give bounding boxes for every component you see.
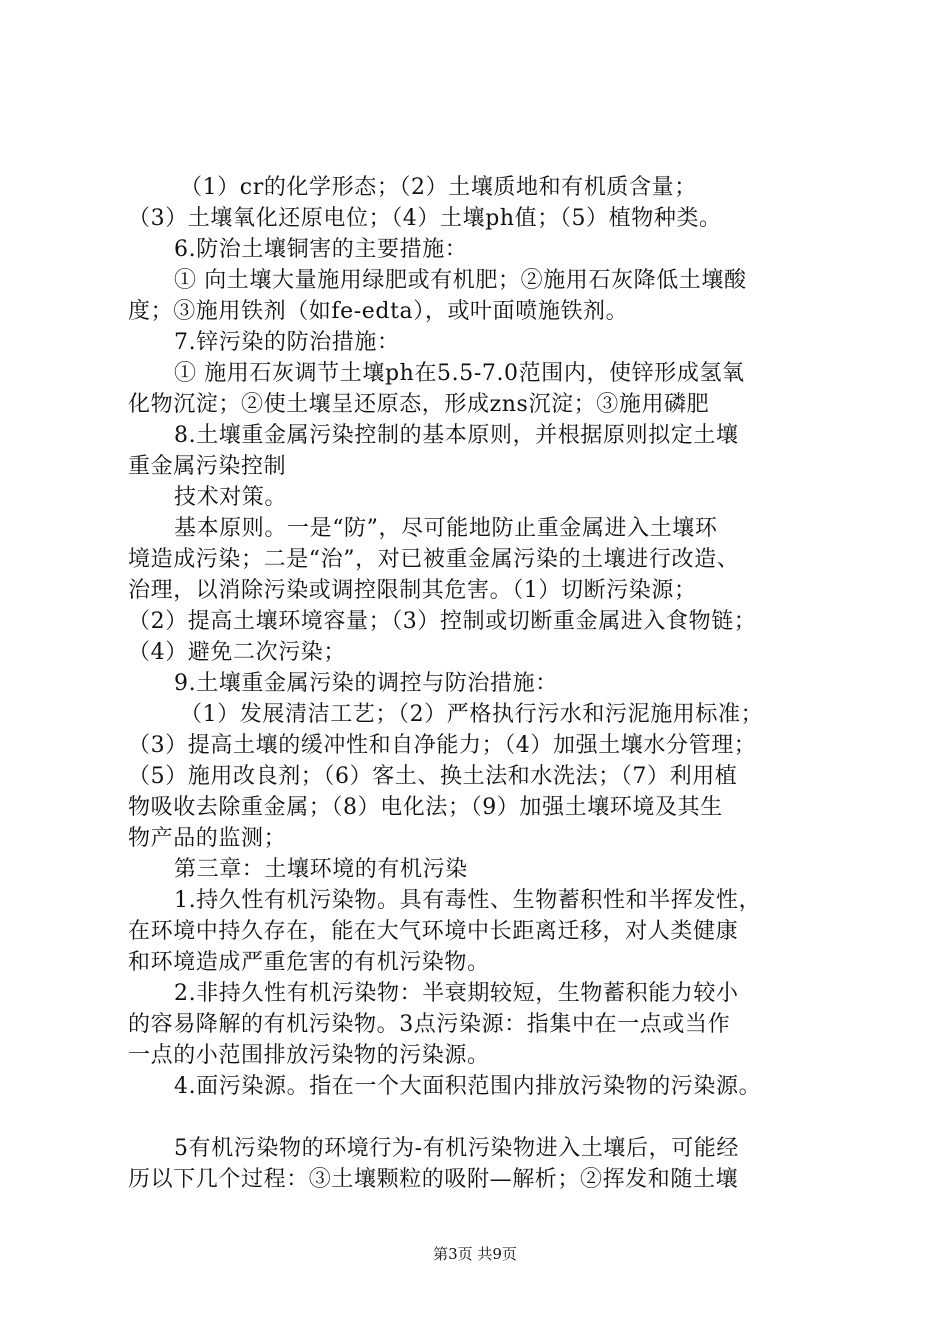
paragraph-gap	[128, 1102, 848, 1133]
text-line: 和环境造成严重危害的有机污染物。	[128, 950, 490, 975]
text-line: ① 向土壤大量施用绿肥或有机肥；②施用石灰降低土壤酸	[174, 268, 747, 293]
section-heading: 7.锌污染的防治措施：	[174, 330, 400, 355]
text-line: 度；③施用铁剂（如fe-edta），或叶面喷施铁剂。	[128, 299, 629, 324]
text-line: （5）施用改良剂；（6）客土、换土法和水洗法；（7）利用植	[128, 764, 738, 789]
text-line: 物产品的监测；	[128, 826, 287, 851]
page-number-label: 第3页 共9页	[433, 1245, 517, 1263]
text-line: 化物沉淀；②使土壤呈还原态，形成zns沉淀；③施用磷肥	[128, 392, 710, 417]
document-body	[128, 172, 848, 1195]
text-line: 历以下几个过程：③土壤颗粒的吸附—解析；②挥发和随土壤	[128, 1167, 739, 1192]
text-line: 的容易降解的有机污染物。3点污染源：指集中在一点或当作	[128, 1012, 731, 1037]
text-line: （3）土壤氧化还原电位；（4）土壤ph值；（5）植物种类。	[128, 206, 722, 231]
text-line: 5有机污染物的环境行为-有机污染物进入土壤后，可能经	[174, 1136, 740, 1161]
page-footer	[0, 1244, 950, 1264]
text-line: 治理，以消除污染或调控限制其危害。（1）切断污染源；	[128, 578, 697, 603]
section-heading: 8.土壤重金属污染控制的基本原则，并根据原则拟定土壤	[174, 423, 739, 448]
text-line: （1）发展清洁工艺；（2）严格执行污水和污泥施用标准；	[180, 702, 764, 727]
chapter-heading: 第三章：土壤环境的有机污染	[174, 857, 468, 882]
text-line: 基本原则。一是“防”，尽可能地防止重金属进入土壤环	[174, 516, 718, 541]
text-line: （2）提高土壤环境容量；（3）控制或切断重金属进入食物链；	[128, 609, 757, 634]
text-line: 4.面污染源。指在一个大面积范围内排放污染物的污染源。	[174, 1074, 762, 1099]
text-line: 境造成污染；二是“治”，对已被重金属污染的土壤进行改造、	[128, 547, 740, 572]
section-heading: 9.土壤重金属污染的调控与防治措施：	[174, 671, 558, 696]
text-line: （3）提高土壤的缓冲性和自净能力；（4）加强土壤水分管理；	[128, 733, 757, 758]
text-line: 技术对策。	[174, 485, 288, 510]
text-line: 一点的小范围排放污染物的污染源。	[128, 1043, 490, 1068]
text-line: ① 施用石灰调节土壤ph在5.5-7.0范围内，使锌形成氢氧	[174, 361, 745, 386]
text-line: （4）避免二次污染；	[128, 640, 346, 665]
text-line: 在环境中持久存在，能在大气环境中长距离迁移，对人类健康	[128, 919, 739, 944]
text-line: 2.非持久性有机污染物：半衰期较短，生物蓄积能力较小	[174, 981, 739, 1006]
text-line: 物吸收去除重金属；（8）电化法；（9）加强土壤环境及其生	[128, 795, 723, 820]
text-line: 1.持久性有机污染物。具有毒性、生物蓄积性和半挥发性，	[174, 888, 762, 913]
section-heading: 6.防治土壤铜害的主要措施：	[174, 237, 468, 262]
text-line: 重金属污染控制	[128, 454, 287, 479]
text-line: （1）cr的化学形态；（2）土壤质地和有机质含量；	[180, 175, 697, 200]
